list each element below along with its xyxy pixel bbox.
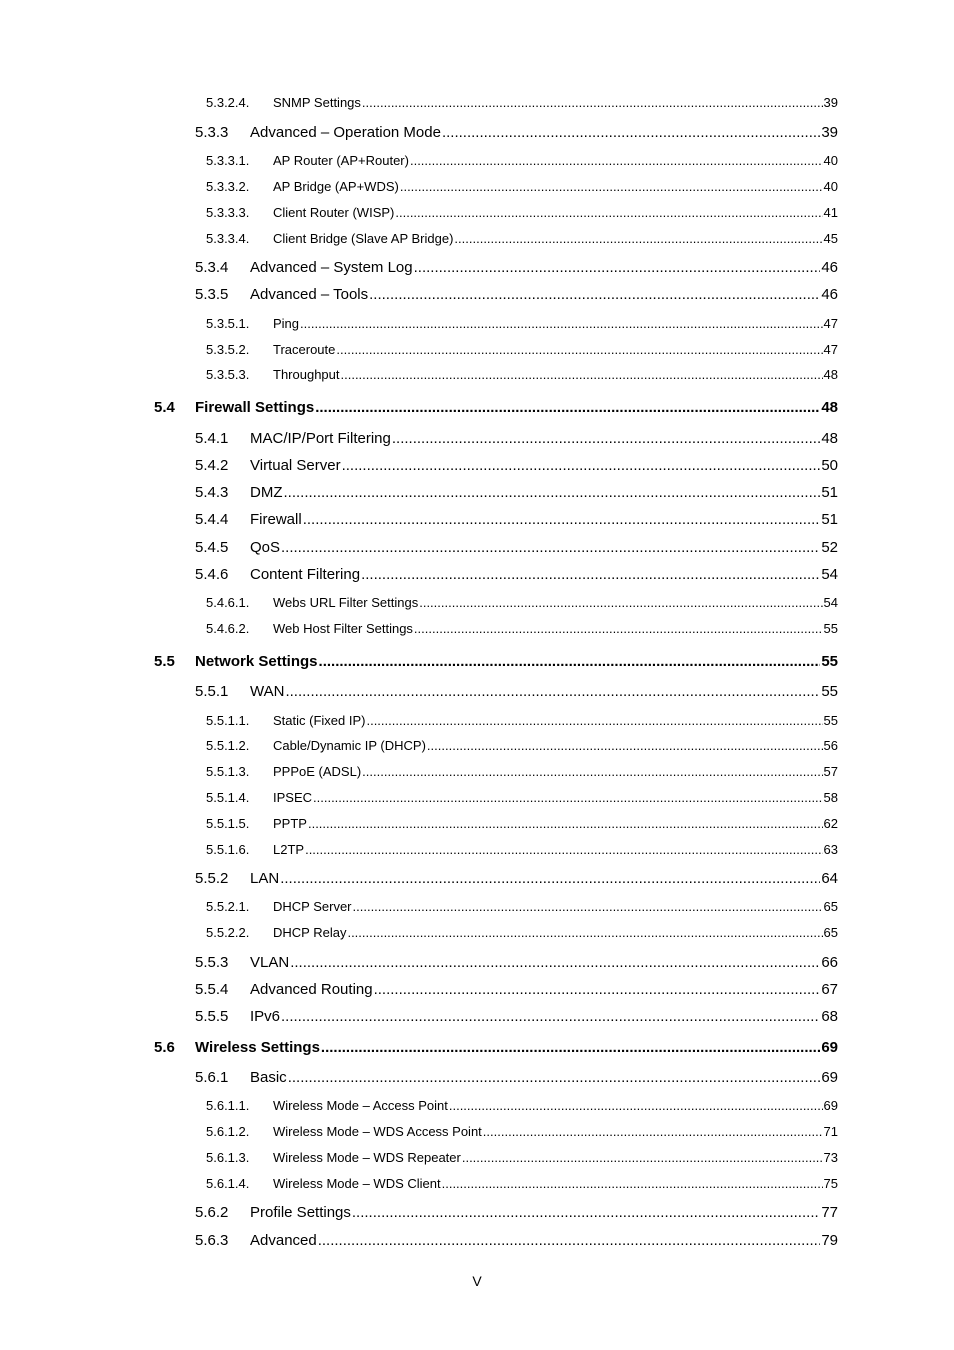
toc-entry-level-2[interactable]	[195, 539, 838, 556]
toc-entry-page-number: 48	[823, 367, 838, 382]
dot-leader	[347, 925, 822, 940]
toc-entry-page-number: 68	[821, 1008, 838, 1025]
toc-entry-page-number: 40	[823, 153, 838, 168]
toc-entry-level-2[interactable]	[195, 1204, 838, 1221]
dot-leader	[284, 484, 821, 501]
toc-entry-level-2[interactable]	[195, 124, 838, 141]
dot-leader	[454, 231, 822, 246]
toc-entry-number: 5.3.4	[195, 259, 229, 276]
dot-leader	[442, 124, 820, 141]
toc-entry-title: Wireless Settings	[195, 1039, 320, 1056]
toc-entry-title: PPPoE (ADSL)	[273, 764, 362, 779]
toc-entry-number: 5.3.5.2.	[206, 342, 250, 357]
toc-entry-level-3[interactable]	[206, 231, 838, 246]
toc-entry-number: 5.6.1.4.	[206, 1176, 250, 1191]
toc-entry-title: VLAN	[250, 954, 290, 971]
toc-entry-level-3[interactable]	[206, 1150, 838, 1165]
toc-entry-page-number: 77	[821, 1204, 838, 1221]
toc-entry-level-3[interactable]	[206, 316, 838, 331]
toc-entry-title: Advanced	[250, 1232, 317, 1249]
toc-entry-title: Firewall Settings	[195, 399, 315, 416]
dot-leader	[318, 1232, 821, 1249]
dot-leader	[308, 816, 823, 831]
dot-leader	[483, 1124, 823, 1139]
toc-entry-title: Advanced Routing	[250, 981, 373, 998]
page-number-footer: V	[472, 1273, 482, 1289]
dot-leader	[342, 457, 821, 474]
toc-entry-title: SNMP Settings	[273, 95, 361, 110]
toc-entry-title: Traceroute	[273, 342, 336, 357]
toc-entry-level-3[interactable]	[206, 621, 838, 636]
dot-leader	[281, 539, 820, 556]
toc-entry-level-3[interactable]	[206, 595, 838, 610]
toc-entry-title: WAN	[250, 683, 285, 700]
toc-entry-page-number: 65	[823, 899, 838, 914]
toc-entry-page-number: 66	[821, 954, 838, 971]
toc-entry-title: Firewall	[250, 511, 302, 528]
toc-entry-title: Ping	[273, 316, 300, 331]
toc-entry-number: 5.4.4	[195, 511, 229, 528]
toc-entry-level-2[interactable]	[195, 1232, 838, 1249]
toc-entry-page-number: 69	[823, 1098, 838, 1113]
toc-entry-level-3[interactable]	[206, 205, 838, 220]
toc-entry-level-2[interactable]	[195, 1069, 838, 1086]
dot-leader	[449, 1098, 823, 1113]
toc-entry-page-number: 55	[821, 653, 838, 670]
toc-entry-number: 5.4.6.2.	[206, 621, 250, 636]
toc-entry-title: Content Filtering	[250, 566, 361, 583]
toc-entry-number: 5.5.2.2.	[206, 925, 250, 940]
dot-leader	[305, 842, 822, 857]
toc-entry-page-number: 65	[823, 925, 838, 940]
toc-entry-title: Cable/Dynamic IP (DHCP)	[273, 738, 426, 753]
toc-entry-number: 5.5.1.3.	[206, 764, 250, 779]
dot-leader	[288, 1069, 821, 1086]
toc-entry-level-2[interactable]	[195, 457, 838, 474]
dot-leader	[319, 653, 821, 670]
toc-entry-title: DHCP Server	[273, 899, 352, 914]
toc-entry-page-number: 69	[821, 1039, 838, 1056]
toc-entry-page-number: 48	[821, 430, 838, 447]
toc-entry-page-number: 62	[823, 816, 838, 831]
toc-entry-page-number: 57	[823, 764, 838, 779]
toc-entry-page-number: 54	[823, 595, 838, 610]
toc-entry-page-number: 79	[821, 1232, 838, 1249]
toc-entry-page-number: 46	[821, 259, 838, 276]
toc-entry-page-number: 67	[821, 981, 838, 998]
toc-entry-level-3[interactable]	[206, 1176, 838, 1191]
toc-entry-level-3[interactable]	[206, 899, 838, 914]
toc-entry-level-2[interactable]	[195, 954, 838, 971]
toc-entry-number: 5.5.1.4.	[206, 790, 250, 805]
dot-leader	[290, 954, 820, 971]
toc-entry-page-number: 63	[823, 842, 838, 857]
toc-entry-level-3[interactable]	[206, 816, 838, 831]
toc-entry-level-2[interactable]	[195, 259, 838, 276]
toc-entry-number: 5.5.4	[195, 981, 229, 998]
toc-entry-title: Wireless Mode – WDS Client	[273, 1176, 441, 1191]
toc-entry-title: MAC/IP/Port Filtering	[250, 430, 391, 447]
toc-entry-level-3[interactable]	[206, 1098, 838, 1113]
toc-entry-number: 5.4.3	[195, 484, 229, 501]
toc-entry-number: 5.5.3	[195, 954, 229, 971]
toc-entry-number: 5.6.1.1.	[206, 1098, 250, 1113]
toc-entry-number: 5.3.2.4.	[206, 95, 250, 110]
dot-leader	[362, 95, 823, 110]
toc-entry-page-number: 55	[823, 621, 838, 636]
toc-entry-number: 5.6.1.3.	[206, 1150, 250, 1165]
toc-entry-level-3[interactable]	[206, 153, 838, 168]
dot-leader	[285, 683, 820, 700]
toc-entry-level-1[interactable]	[154, 1039, 838, 1056]
toc-entry-page-number: 51	[821, 484, 838, 501]
toc-entry-title: Advanced – System Log	[250, 259, 413, 276]
toc-entry-title: PPTP	[273, 816, 307, 831]
toc-entry-number: 5.3.3	[195, 124, 229, 141]
dot-leader	[313, 790, 823, 805]
toc-entry-number: 5.3.5.3.	[206, 367, 250, 382]
toc-entry-number: 5.5.5	[195, 1008, 229, 1025]
toc-entry-page-number: 46	[821, 286, 838, 303]
toc-entry-page-number: 75	[823, 1176, 838, 1191]
dot-leader	[419, 595, 822, 610]
dot-leader	[442, 1176, 823, 1191]
toc-entry-title: QoS	[250, 539, 281, 556]
toc-entry-level-3[interactable]	[206, 367, 838, 382]
toc-entry-number: 5.5	[154, 653, 175, 670]
dot-leader	[414, 259, 821, 276]
toc-entry-level-3[interactable]	[206, 342, 838, 357]
toc-entry-level-2[interactable]	[195, 870, 838, 887]
toc-entry-level-3[interactable]	[206, 842, 838, 857]
toc-entry-page-number: 55	[823, 713, 838, 728]
toc-entry-number: 5.4	[154, 399, 175, 416]
dot-leader	[410, 153, 823, 168]
toc-entry-number: 5.6.2	[195, 1204, 229, 1221]
toc-entry-number: 5.5.2	[195, 870, 229, 887]
toc-entry-page-number: 45	[823, 231, 838, 246]
dot-leader	[281, 1008, 820, 1025]
toc-entry-page-number: 39	[821, 124, 838, 141]
toc-entry-level-2[interactable]	[195, 683, 838, 700]
dot-leader	[362, 764, 822, 779]
toc-entry-number: 5.4.6	[195, 566, 229, 583]
dot-leader	[366, 713, 822, 728]
toc-entry-number: 5.4.2	[195, 457, 229, 474]
toc-entry-number: 5.5.1.5.	[206, 816, 250, 831]
toc-entry-title: AP Router (AP+Router)	[273, 153, 409, 168]
dot-leader	[369, 286, 820, 303]
toc-entry-page-number: 55	[821, 683, 838, 700]
dot-leader	[280, 870, 820, 887]
toc-entry-level-2[interactable]	[195, 566, 838, 583]
toc-entry-page-number: 71	[823, 1124, 838, 1139]
toc-entry-title: DMZ	[250, 484, 283, 501]
toc-entry-title: Profile Settings	[250, 1204, 351, 1221]
dot-leader	[392, 430, 820, 447]
dot-leader	[462, 1150, 823, 1165]
toc-entry-number: 5.5.1.1.	[206, 713, 250, 728]
dot-leader	[300, 316, 823, 331]
toc-entry-page-number: 56	[823, 738, 838, 753]
toc-entry-title: LAN	[250, 870, 280, 887]
toc-entry-number: 5.6.3	[195, 1232, 229, 1249]
toc-entry-page-number: 47	[823, 316, 838, 331]
toc-entry-page-number: 64	[821, 870, 838, 887]
toc-entry-level-3[interactable]	[206, 1124, 838, 1139]
toc-entry-title: Network Settings	[195, 653, 318, 670]
toc-entry-level-3[interactable]	[206, 179, 838, 194]
toc-entry-level-3[interactable]	[206, 925, 838, 940]
toc-entry-title: Web Host Filter Settings	[273, 621, 413, 636]
toc-entry-number: 5.5.1.6.	[206, 842, 250, 857]
toc-entry-page-number: 54	[821, 566, 838, 583]
toc-entry-number: 5.4.6.1.	[206, 595, 250, 610]
toc-entry-title: Advanced – Tools	[250, 286, 369, 303]
toc-entry-level-3[interactable]	[206, 764, 838, 779]
toc-entry-page-number: 47	[823, 342, 838, 357]
toc-entry-page-number: 51	[821, 511, 838, 528]
toc-entry-number: 5.3.3.3.	[206, 205, 250, 220]
toc-entry-page-number: 52	[821, 539, 838, 556]
toc-entry-number: 5.5.1.2.	[206, 738, 250, 753]
toc-entry-page-number: 73	[823, 1150, 838, 1165]
toc-entry-number: 5.4.5	[195, 539, 229, 556]
toc-entry-level-2[interactable]	[195, 430, 838, 447]
toc-entry-page-number: 39	[823, 95, 838, 110]
toc-entry-title: Client Bridge (Slave AP Bridge)	[273, 231, 454, 246]
toc-entry-page-number: 40	[823, 179, 838, 194]
dot-leader	[321, 1039, 820, 1056]
toc-entry-page-number: 50	[821, 457, 838, 474]
dot-leader	[374, 981, 821, 998]
toc-entry-page-number: 69	[821, 1069, 838, 1086]
toc-entry-title: Wireless Mode – WDS Repeater	[273, 1150, 461, 1165]
toc-entry-level-3[interactable]	[206, 95, 838, 110]
toc-entry-number: 5.6	[154, 1039, 175, 1056]
dot-leader	[315, 399, 820, 416]
toc-entry-level-3[interactable]	[206, 790, 838, 805]
toc-entry-title: Webs URL Filter Settings	[273, 595, 419, 610]
toc-entry-number: 5.3.3.1.	[206, 153, 250, 168]
toc-entry-page-number: 58	[823, 790, 838, 805]
toc-entry-title: Throughput	[273, 367, 340, 382]
dot-leader	[361, 566, 820, 583]
toc-entry-level-3[interactable]	[206, 738, 838, 753]
dot-leader	[395, 205, 822, 220]
toc-entry-number: 5.4.1	[195, 430, 229, 447]
toc-entry-page-number: 41	[823, 205, 838, 220]
toc-entry-level-2[interactable]	[195, 511, 838, 528]
toc-entry-level-2[interactable]	[195, 981, 838, 998]
toc-entry-title: Wireless Mode – Access Point	[273, 1098, 448, 1113]
toc-entry-level-3[interactable]	[206, 713, 838, 728]
toc-entry-level-2[interactable]	[195, 1008, 838, 1025]
toc-entry-level-1[interactable]	[154, 653, 838, 670]
dot-leader	[352, 1204, 820, 1221]
toc-entry-title: Wireless Mode – WDS Access Point	[273, 1124, 482, 1139]
toc-entry-level-2[interactable]	[195, 286, 838, 303]
toc-entry-number: 5.3.5	[195, 286, 229, 303]
dot-leader	[303, 511, 821, 528]
toc-entry-title: IPSEC	[273, 790, 313, 805]
toc-entry-number: 5.6.1	[195, 1069, 229, 1086]
toc-entry-level-2[interactable]	[195, 484, 838, 501]
toc-entry-number: 5.5.1	[195, 683, 229, 700]
toc-entry-level-1[interactable]	[154, 399, 838, 416]
dot-leader	[400, 179, 823, 194]
dot-leader	[341, 367, 823, 382]
dot-leader	[353, 899, 823, 914]
toc-entry-title: Virtual Server	[250, 457, 341, 474]
toc-entry-title: Client Router (WISP)	[273, 205, 395, 220]
toc-entry-page-number: 48	[821, 399, 838, 416]
toc-entry-title: L2TP	[273, 842, 305, 857]
toc-entry-number: 5.3.3.2.	[206, 179, 250, 194]
toc-entry-title: Static (Fixed IP)	[273, 713, 366, 728]
toc-entry-title: Advanced – Operation Mode	[250, 124, 441, 141]
toc-entry-title: IPv6	[250, 1008, 281, 1025]
dot-leader	[414, 621, 823, 636]
toc-entry-number: 5.5.2.1.	[206, 899, 250, 914]
toc-entry-title: DHCP Relay	[273, 925, 347, 940]
toc-entry-number: 5.3.3.4.	[206, 231, 250, 246]
toc-entry-title: Basic	[250, 1069, 287, 1086]
toc-entry-number: 5.6.1.2.	[206, 1124, 250, 1139]
dot-leader	[427, 738, 823, 753]
toc-entry-number: 5.3.5.1.	[206, 316, 250, 331]
toc-entry-title: AP Bridge (AP+WDS)	[273, 179, 399, 194]
dot-leader	[336, 342, 822, 357]
